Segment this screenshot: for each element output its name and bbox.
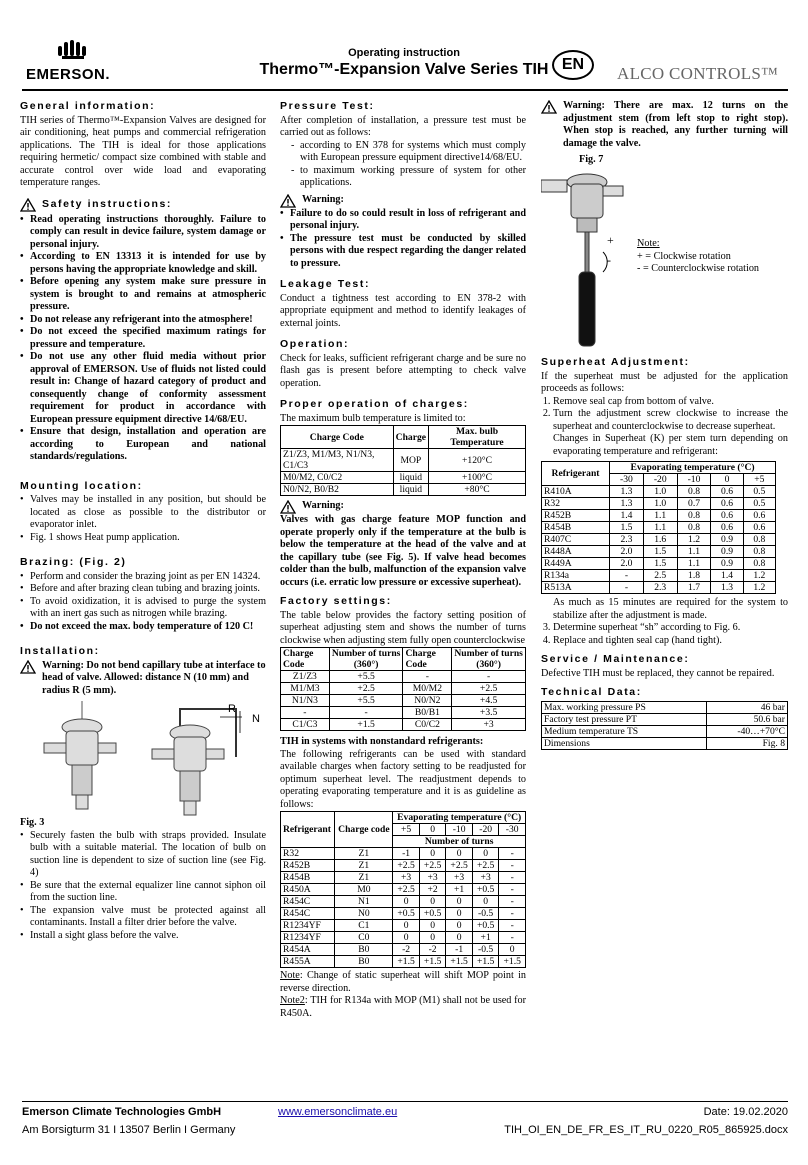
safety-list [20, 214, 266, 464]
list-item: • According to EN 13313 it is intended for use by persons having the appropriate knowledge and skill. [30, 251, 266, 276]
footer-doc-number: TIH_OI_EN_DE_FR_ES_IT_RU_0220_R05_865925.docx [504, 1124, 788, 1136]
superheat-table-body [542, 486, 776, 594]
list-item: 2. Turn the adjustment screw clockwise to increase the superheat and counterclockwise to decrease superheat. Changes in Superheat (K) per stem turn depending on evaporating temperature and refrigerant: Refrigerant Evaporating temperature (°C) -30 -20 -10 0 +5 R410A 1.3 1.0 0.8 0.6 0.5 R32 1.3 1.0 0.7 0.6 0.5 R452B 1.4 1.1 0.8 0.6 0.6 R454B 1.5 1.1 0.8 0.6 0.6 R407C 2.3 1.6 1.2 0.9 0.8 R448A 2.0 1.5 1.1 0.9 0.8 R449A 2.0 1.5 1.1 0.9 0.8 R134a - 2.5 1.8 1.4 1.2 R513A - 2.3 1.7 1.3 1.2 As much as 15 minutes are required for the system to stabilize after the adjustment is made. [553, 408, 788, 622]
section-heading: Mounting location: [20, 479, 143, 492]
table-row: R1234YF C1 0 0 0 +0.5 - [281, 920, 526, 932]
warning-icon [20, 660, 36, 674]
section-heading: Proper operation of charges: [280, 398, 469, 410]
list-item: • Perform and consider the brazing joint as per EN 14324. [30, 571, 266, 584]
table-row: Max. working pressure PS 46 bar [542, 701, 788, 713]
table-header: Number of turns (360°) [452, 648, 526, 671]
pressure-list [280, 140, 526, 190]
table-header: Refrigerant [542, 462, 610, 486]
table-row: R455A B0 +1.5 +1.5 +1.5 +1.5 +1.5 [281, 956, 526, 968]
list-item: • Be sure that the external equalizer line cannot siphon oil from the suction line. [30, 880, 266, 905]
charge-table [280, 425, 526, 496]
table-row: R1234YF C0 0 0 0 +1 - [281, 932, 526, 944]
footer-website-link[interactable]: www.emersonclimate.eu [278, 1106, 398, 1118]
table-header: Evaporating temperature (°C) [393, 812, 526, 824]
section-heading: Safety instructions: [20, 198, 266, 212]
table-row: R448A 2.0 1.5 1.1 0.9 0.8 [542, 546, 776, 558]
doc-type: Operating instruction [348, 47, 460, 59]
table-row: - - B0/B1 +3.5 [281, 707, 526, 719]
table-row: Z1/Z3, M1/M3, N1/N3, C1/C3 MOP +120°C [281, 449, 526, 472]
factory-table [280, 647, 526, 731]
warning-icon [280, 500, 296, 514]
section-heading: Pressure Test: [280, 100, 375, 112]
table-header: Number of turns [393, 836, 526, 848]
section-heading: Installation: [20, 645, 100, 657]
table-row: Z1/Z3 +5.5 - - [281, 671, 526, 683]
install-warning: Warning: Do not bend capillary tube at interface to head of valve. Allowed: distance N (10 mm) and radius R (5 mm). [20, 660, 266, 698]
table-row: C1/C3 +1.5 C0/C2 +3 [281, 719, 526, 731]
table-row: N1/N3 +5.5 N0/N2 +4.5 [281, 695, 526, 707]
footer-company: Emerson Climate Technologies GmbH [22, 1106, 222, 1118]
table-row: Factory test pressure PT 50.6 bar [542, 713, 788, 725]
warning-heading: Warning: [280, 194, 526, 208]
table-row: R454C N1 0 0 0 0 - [281, 896, 526, 908]
rotation-note: Note: + = Clockwise rotation - = Counterclockwise rotation [637, 238, 760, 274]
page-footer [0, 1104, 808, 1154]
list-item: • Do not use any other fluid media without prior approval of EMERSON. Use of fluids not listed could result in: Change of hazard category of product and consequently change of conformity assessment requirement for product in accordance with European pressure equipment directive 14/68/EU. [30, 351, 266, 426]
footer-divider [22, 1101, 788, 1102]
warning-text: Valves with gas charge feature MOP function and operate properly only if the temperature at the bulb is below the temperature at the head of the valve and at the capillary tube (see Fig. 5). If valve head becomes colder than the bulb, malfunction of the expansion valve occurs (i.e. erratic low pressure or excessive superheat). [280, 514, 526, 588]
header-divider [22, 89, 788, 91]
table-header: Charge code [335, 812, 393, 848]
warning-list [280, 208, 526, 271]
nonstandard-table-body [281, 848, 526, 968]
list-item: • Install a sight glass before the valve. [30, 930, 266, 943]
table-header: Refrigerant [281, 812, 335, 848]
list-item: • Before opening any system make sure pressure in system is brought to and remains at atmospheric pressure. [30, 276, 266, 314]
list-item: - to maximum working pressure of system for other applications. [300, 165, 526, 190]
valve-diagram-icon [20, 701, 266, 817]
list-item: 3. Determine superheat “sh” according to Fig. 6. [553, 622, 788, 635]
list-item: 1. Remove seal cap from bottom of valve. [553, 396, 788, 409]
footer-date: Date: 19.02.2020 [703, 1106, 788, 1118]
paragraph: The maximum bulb temperature is limited to: [280, 412, 466, 424]
warning-heading: Warning: [280, 500, 526, 514]
list-item: • Securely fasten the bulb with straps provided. Insulate bulb with a suitable material. The location of bulb on suction line is dependent to size of suction line (see Fig. 4) [30, 830, 266, 880]
section-heading: Technical Data: [541, 686, 642, 698]
fig-3-illustration [20, 701, 266, 817]
column-2 [280, 100, 526, 1020]
superheat-steps [541, 396, 788, 648]
table-row: R407C 2.3 1.6 1.2 0.9 0.8 [542, 534, 776, 546]
table-row: R134a - 2.5 1.8 1.4 1.2 [542, 570, 776, 582]
paragraph: The table below provides the factory setting position of superheat adjusting stem and shows the number of turns clockwise when adjusting stem fully open counterclockwise [280, 609, 526, 646]
table-header: Charge Code [403, 648, 452, 671]
list-item: • Failure to do so could result in loss of refrigerant and personal injury. [290, 208, 526, 233]
table-header: Max. bulb Temperature [429, 426, 526, 449]
install-list [20, 830, 266, 943]
table-header: Evaporating temperature (°C) [610, 462, 776, 474]
table-row: R452B Z1 +2.5 +2.5 +2.5 +2.5 - [281, 860, 526, 872]
list-item: • To avoid oxidization, it is advised to purge the system with an inert gas such as nitrogen while brazing. [30, 596, 266, 621]
fig-label-r: R [228, 703, 236, 715]
fig-7-caption: Fig. 7 [579, 154, 604, 165]
table-row: N0/N2, B0/B2 liquid +80°C [281, 484, 526, 496]
list-item: - according to EN 378 for systems which must comply with European pressure equipment directive14/68/EU. [300, 140, 526, 165]
list-item: • Do not release any refrigerant into the atmosphere! [30, 314, 266, 327]
table-row: Dimensions Fig. 8 [542, 737, 788, 749]
table-row: M1/M3 +2.5 M0/M2 +2.5 [281, 683, 526, 695]
table-header: Charge Code [281, 648, 330, 671]
section-heading: General information: [20, 100, 156, 112]
section-heading: Leakage Test: [280, 278, 371, 290]
table-row: Medium temperature TS -40…+70°C [542, 725, 788, 737]
paragraph: If the superheat must be adjusted for the application proceeds as follows: [541, 370, 788, 394]
fig-label-n: N [252, 713, 260, 725]
paragraph: Conduct a tightness test according to EN 378-2 with appropriate equipment and method to identify leakages of external joints. [280, 292, 526, 329]
language-badge: EN [552, 50, 594, 80]
list-item: 4. Replace and tighten seal cap (hand tight). [553, 635, 788, 648]
nonstandard-table: Refrigerant Charge code Evaporating temperature (°C) +5 0 -10 -20 -30 Number of turns R32 Z1 -1 0 0 0 - R452B Z1 +2.5 +2.5 +2.5 +2.5 - R454B Z1 +3 +3 +3 +3 - R450A M0 +2.5 +2 +1 +0.5 - R454C N1 0 0 0 0 - R454C N0 +0.5 +0.5 0 -0.5 - R1234YF C1 0 0 0 +0.5 - R1234YF C0 0 0 0 +1 - R454A B0 -2 -2 -1 -0.5 0 R455A B0 +1.5 +1.5 +1.5 +1.5 +1.5 [280, 811, 526, 968]
list-item: • Do not exceed the specified maximum ratings for pressure and temperature. [30, 326, 266, 351]
list-item: • The expansion valve must be protected against all contaminants. Install a filter drier before the valve. [30, 905, 266, 930]
warning-icon [20, 198, 36, 212]
minus-label: - [607, 253, 611, 267]
emerson-wordmark: EMERSON. [26, 66, 111, 83]
table-row: R450A M0 +2.5 +2 +1 +0.5 - [281, 884, 526, 896]
warning-icon [280, 194, 296, 208]
table-header: Number of turns (360°) [329, 648, 403, 671]
technical-data-table [541, 701, 788, 750]
list-item: • Valves may be installed in any position, but should be located as close as possible to the distributor or evaporator inlet. [30, 494, 266, 532]
paragraph: TIH series of Thermo™-Expansion Valves are designed for air conditioning, heat pumps and commercial refrigeration applications. The TIH is ideal for those applications requiring hermetic/ compact size combined with stable and accurate control over wide load and evaporating temperature ranges. [20, 114, 266, 188]
table-row: R32 1.3 1.0 0.7 0.6 0.5 [542, 498, 776, 510]
table-row: R454B Z1 +3 +3 +3 +3 - [281, 872, 526, 884]
section-heading: TIH in systems with nonstandard refrigerants: [280, 736, 484, 747]
footer-address: Am Borsigturm 31 I 13507 Berlin I Germany [22, 1124, 236, 1136]
alco-controls-logo: ALCO CONTROLS™ [617, 64, 779, 83]
page-title: Thermo™-Expansion Valve Series TIH [259, 61, 549, 78]
table-row: R449A 2.0 1.5 1.1 0.9 0.8 [542, 558, 776, 570]
table-row: R454A B0 -2 -2 -1 -0.5 0 [281, 944, 526, 956]
brazing-list [20, 571, 266, 634]
section-heading: Factory settings: [280, 595, 392, 607]
table-row: R454B 1.5 1.1 0.8 0.6 0.6 [542, 522, 776, 534]
section-heading: Operation: [280, 338, 350, 350]
list-item: • Do not exceed the max. body temperature of 120 C! [30, 621, 266, 634]
paragraph: The following refrigerants can be used with standard available charges when factory setting to be readjusted for optimum superheat level. The readjustment depends to operating evaporating temperature and it is as guideline as follows: [280, 748, 526, 810]
section-heading: Superheat Adjustment: [541, 356, 690, 368]
list-item: • The pressure test must be conducted by skilled persons with due respect regarding the danger related to pressure. [290, 233, 526, 271]
mounting-list [20, 494, 266, 544]
plus-label: + [607, 233, 614, 247]
screwdriver-valve-icon [541, 168, 651, 350]
column-1 [20, 100, 266, 942]
turns-warning: Warning: There are max. 12 turns on the adjustment stem (from left stop to right stop). When stop is reached, any further turning will damage the valve. [541, 100, 788, 150]
table-header: Charge [393, 426, 428, 449]
list-item: • Read operating instructions thoroughly. Failure to comply can result in device failure, system damage or personal injury. [30, 214, 266, 252]
section-heading: Service / Maintenance: [541, 653, 690, 665]
table-row: R410A 1.3 1.0 0.8 0.6 0.5 [542, 486, 776, 498]
fig-7-illustration [541, 154, 788, 350]
list-item: • Fig. 1 shows Heat pump application. [30, 532, 266, 545]
paragraph: Check for leaks, sufficient refrigerant charge and be sure no flash gas is present before attempting to check valve operation. [280, 352, 526, 389]
column-3 [541, 100, 788, 750]
fig-3-caption: Fig. 3 [20, 817, 45, 828]
note: Note2: TIH for R134a with MOP (M1) shall not be used for R450A. [280, 995, 526, 1019]
paragraph: Defective TIH must be replaced, they cannot be repaired. [541, 667, 775, 679]
table-row: R452B 1.4 1.1 0.8 0.6 0.6 [542, 510, 776, 522]
section-heading: Brazing: (Fig. 2) [20, 556, 127, 568]
table-row: R32 Z1 -1 0 0 0 - [281, 848, 526, 860]
table-row: R513A - 2.3 1.7 1.3 1.2 [542, 582, 776, 594]
table-header: Charge Code [281, 426, 394, 449]
table-row: M0/M2, C0/C2 liquid +100°C [281, 472, 526, 484]
paragraph: After completion of installation, a pressure test must be carried out as follows: [280, 114, 526, 138]
list-item: • Before and after brazing clean tubing and brazing joints. [30, 583, 266, 596]
table-row: R454C N0 +0.5 +0.5 0 -0.5 - [281, 908, 526, 920]
list-item: • Ensure that design, installation and operation are according to European and national standards/regulations. [30, 426, 266, 464]
warning-icon [541, 100, 557, 114]
note: Note: Change of static superheat will shift MOP point in reverse direction. [280, 970, 526, 994]
page-header [0, 0, 808, 92]
superheat-table: Refrigerant Evaporating temperature (°C) -30 -20 -10 0 +5 R410A 1.3 1.0 0.8 0.6 0.5 R32 1.3 1.0 0.7 0.6 0.5 R452B 1.4 1.1 0.8 0.6 0.6 R454B 1.5 1.1 0.8 0.6 0.6 R407C 2.3 1.6 1.2 0.9 0.8 R448A 2.0 1.5 1.1 0.9 0.8 R449A 2.0 1.5 1.1 0.9 0.8 R134a - 2.5 1.8 1.4 1.2 R513A - 2.3 1.7 1.3 1.2 [541, 461, 776, 594]
